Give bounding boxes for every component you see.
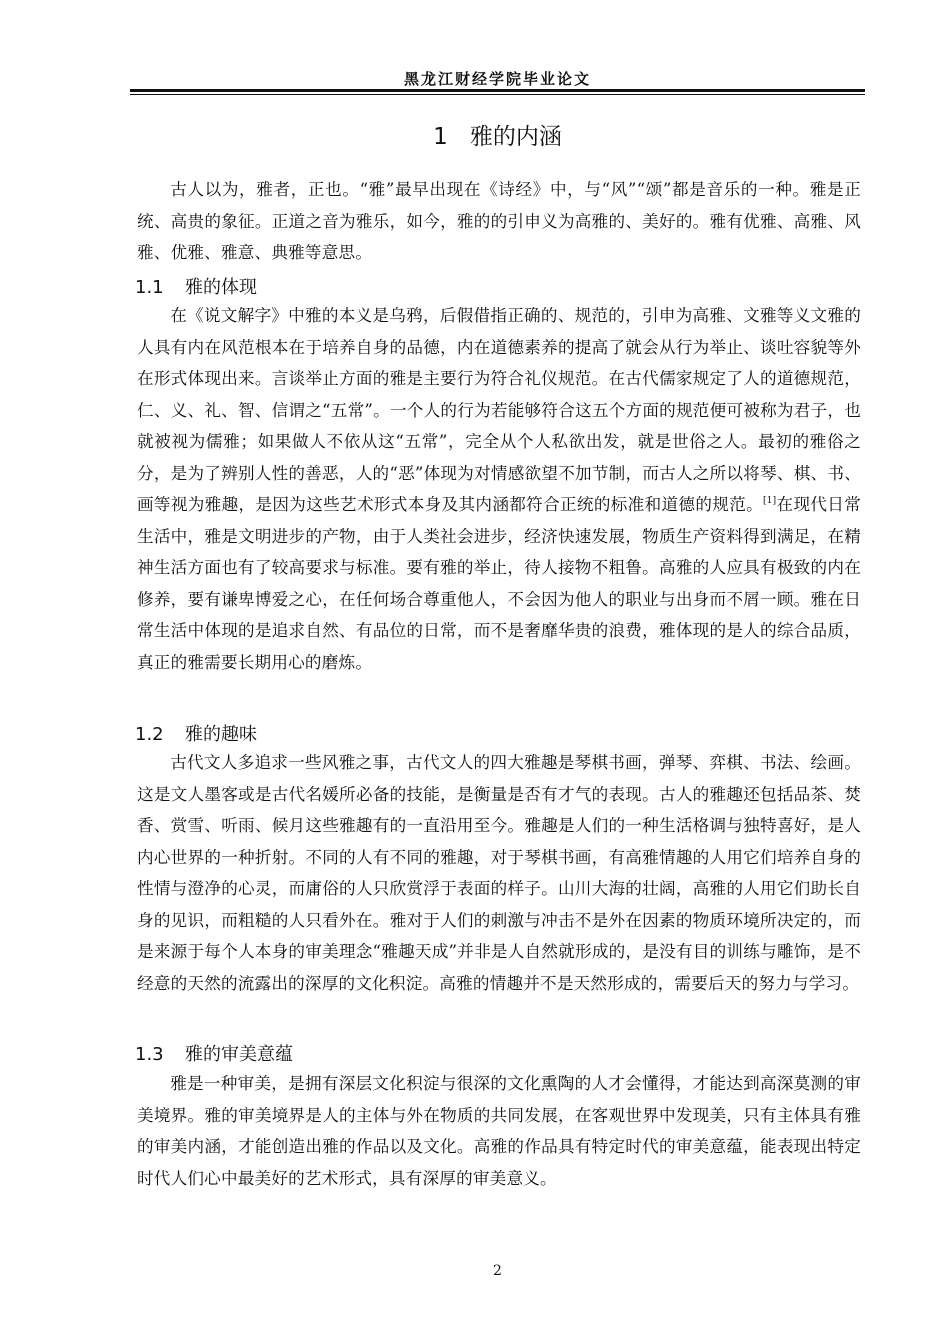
section-title: 雅的趣味: [185, 724, 257, 745]
section-1-1-paragraph: [137, 300, 861, 678]
section-1-2-paragraph: 古代文人多追求一些风雅之事，古代文人的四大雅趣是琴棋书画，弹琴、弈棋、书法、绘画。这是文人墨客或是古代名媛所必备的技能，是衡量是否有才气的表现。古人的雅趣还包括品茶、焚香、赏雪、听雨、候月这些雅趣有的一直沿用至今。雅趣是人们的一种生活格调与独特喜好，是人内心世界的一种折射。不同的人有不同的雅趣，对于琴棋书画，有高雅情趣的人用它们培养自身的性情与澄净的心灵，而庸俗的人只欣赏浮于表面的样子。山川大海的壮阔，高雅的人用它们助长自身的见识，而粗糙的人只看外在。雅对于人们的刺激与冲击不是外在因素的物质环境所决定的，而是来源于每个人本身的审美理念“雅趣天成”并非是人自然就形成的，是没有目的训练与雕饰，是不经意的天然的流露出的深厚的文化积淀。高雅的情趣并不是天然形成的，需要后天的努力与学习。: [137, 753, 861, 993]
section-1-3-paragraph: 雅是一种审美，是拥有深层文化积淀与很深的文化熏陶的人才会懂得，才能达到高深莫测的审美境界。雅的审美境界是人的主体与外在物质的共同发展，在客观世界中发现美，只有主体具有雅的审美内涵，才能创造出雅的作品以及文化。高雅的作品具有特定时代的审美意蕴，能表现出特定时代人们心中最美好的艺术形式，具有深厚的审美意义。: [137, 1074, 861, 1188]
section-heading-1-2: [135, 720, 257, 746]
paragraph-text: 在《说文解字》中雅的本义是乌鸦，后假借指正确的、规范的，引申为高雅、文雅等义文雅的人具有内在风范根本在于培养自身的品德，内在道德素养的提高了就会从行为举止、谈吐容貌等外在形式体现出来。言谈举止方面的雅是主要行为符合礼仪规范。在古代儒家规定了人的道德规范，仁、义、礼、智、信谓之“五常”。一个人的行为若能够符合这五个方面的规范便可被称为君子，也就被视为儒雅；如果做人不依从这“五常”，完全从个人私欲出发，就是世俗之人。最初的雅俗之分，是为了辨别人性的善恶，人的“恶”体现为对情感欲望不加节制，而古人之所以将琴、棋、书、画等视为雅趣，是因为这些艺术形式本身及其内涵都符合正统的标准和道德的规范。: [137, 306, 861, 514]
section-title: 雅的审美意蕴: [185, 1044, 293, 1065]
page-header-title: 黑龙江财经学院毕业论文: [403, 70, 591, 88]
chapter-title-text: 雅的内涵: [469, 124, 562, 150]
section-title: 雅的体现: [185, 277, 257, 298]
citation-ref[interactable]: [1]: [763, 496, 777, 506]
header-rule-thick: [130, 89, 865, 92]
chapter-number: 1: [433, 124, 448, 150]
section-number: 1.1: [135, 277, 164, 298]
section-number: 1.2: [135, 724, 164, 745]
paragraph-text: 在现代日常生活中，雅是文明进步的产物，由于人类社会进步，经济快速发展，物质生产资料得到满足，在精神生活方面也有了较高要求与标准。要有雅的举止，待人接物不粗鲁。高雅的人应具有极致的内在修养，要有谦卑博爱之心，在任何场合尊重他人，不会因为他人的职业与出身而不屑一顾。雅在日常生活中体现的是追求自然、有品位的日常，而不是奢靡华贵的浪费，雅体现的是人的综合品质，真正的雅需要长期用心的磨炼。: [137, 495, 862, 672]
intro-paragraph: 古人以为，雅者，正也。“雅”最早出现在《诗经》中，与“风”“颂”都是音乐的一种。雅是正统、高贵的象征。正道之音为雅乐，如今，雅的的引申义为高雅的、美好的。雅有优雅、高雅、风雅、优雅、雅意、典雅等意思。: [137, 180, 861, 262]
chapter-title: [130, 118, 865, 151]
section-number: 1.3: [135, 1044, 164, 1065]
header-rule-thin: [130, 94, 865, 95]
section-heading-1-3: [135, 1040, 293, 1066]
section-heading-1-1: [135, 273, 257, 299]
page-number: 2: [493, 1263, 502, 1279]
